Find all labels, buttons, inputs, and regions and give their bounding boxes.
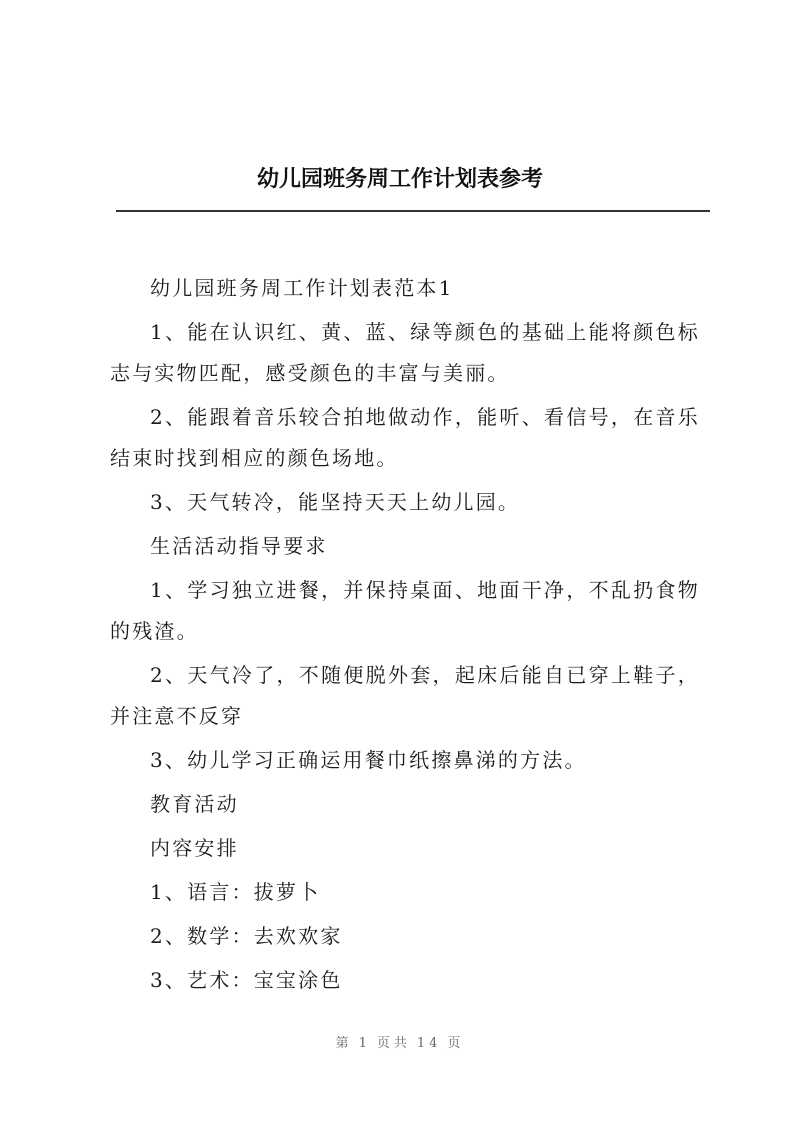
document-body — [110, 268, 700, 1004]
list-item: 3、艺术：宝宝涂色 — [150, 968, 343, 992]
footer-middle: 页共 — [376, 1036, 411, 1051]
list-item: 1、语言：拔萝卜 — [150, 880, 321, 904]
page-footer — [0, 1032, 800, 1051]
paragraph: 1、学习独立进餐，并保持桌面、地面干净，不乱扔食物的残渣。 — [110, 578, 700, 643]
footer-total-pages: 14 — [416, 1036, 442, 1051]
paragraph: 1、能在认识红、黄、蓝、绿等颜色的基础上能将颜色标志与实物匹配，感受颜色的丰富与美丽。 — [110, 320, 700, 385]
footer-current-page: 1 — [358, 1036, 371, 1051]
section-heading: 生活活动指导要求 — [150, 534, 328, 558]
list-item: 2、数学：去欢欢家 — [150, 924, 343, 948]
footer-suffix: 页 — [447, 1036, 465, 1051]
section-heading: 幼儿园班务周工作计划表范本1 — [150, 276, 454, 300]
section-heading: 内容安排 — [150, 836, 239, 860]
page-title: 幼儿园班务周工作计划表参考 — [256, 166, 543, 192]
paragraph: 2、天气冷了，不随便脱外套，起床后能自已穿上鞋子，并注意不反穿 — [110, 663, 700, 728]
section-heading: 教育活动 — [150, 792, 239, 816]
paragraph: 2、能跟着音乐较合拍地做动作，能听、看信号，在音乐结束时找到相应的颜色场地。 — [110, 405, 700, 470]
footer-prefix: 第 — [335, 1036, 353, 1051]
paragraph: 3、幼儿学习正确运用餐巾纸擦鼻涕的方法。 — [150, 748, 587, 772]
title-divider — [116, 210, 710, 212]
paragraph: 3、天气转冷，能坚持天天上幼儿园。 — [150, 490, 521, 514]
